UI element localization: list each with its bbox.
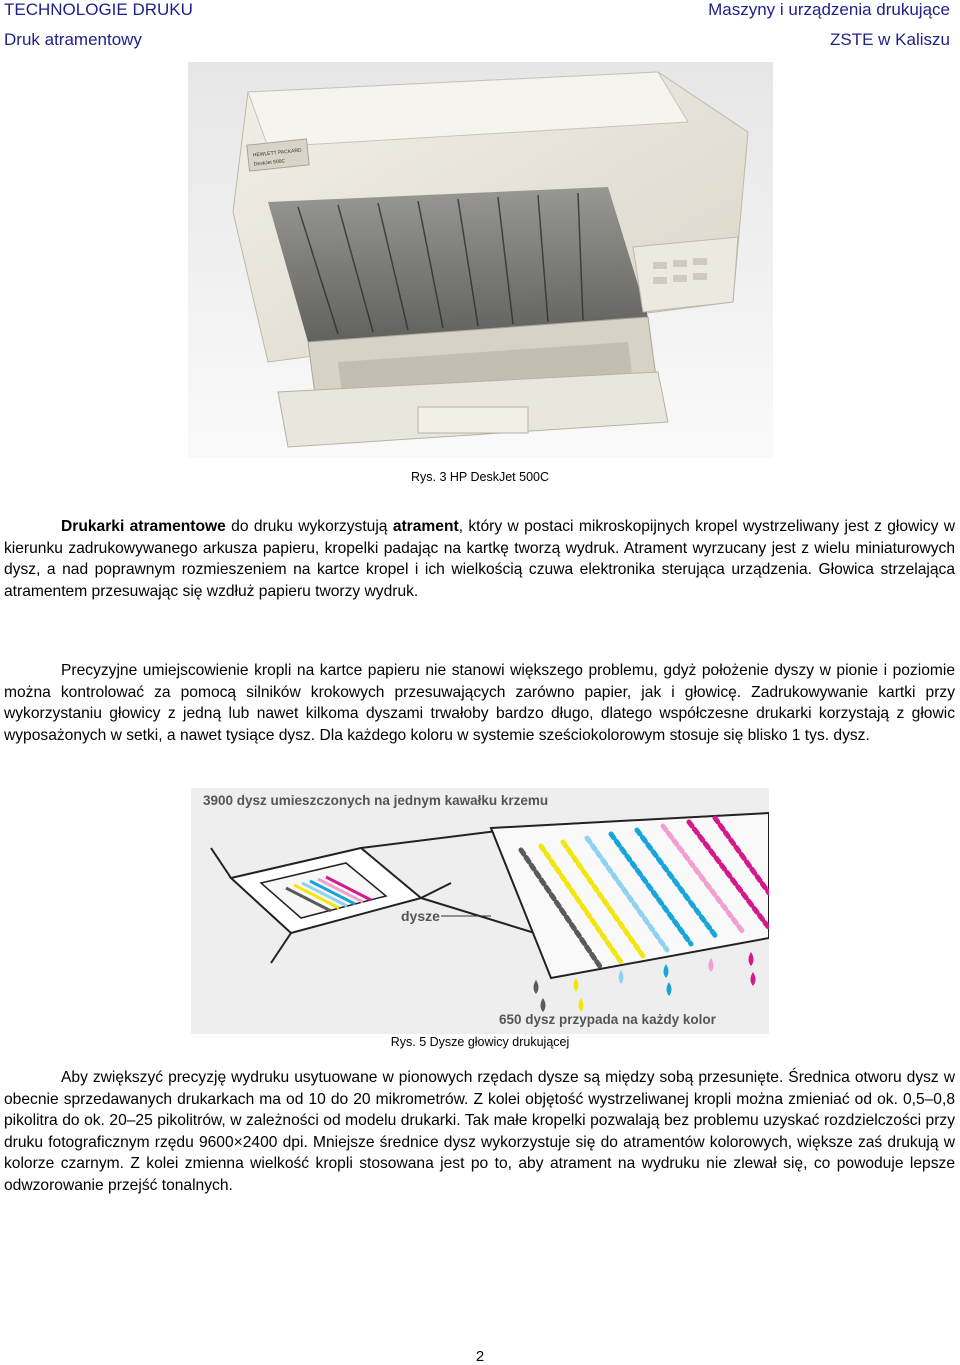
paragraph-1-text-b: , który w postaci mikroskopijnych kropel wystrzeliwany jest z głowicy w kierunku zadrukowywanego arkusza papieru, kropelki padając na kartkę tworzą wydruk. Atrament wyrzucany jest z wielu miniaturowych dysz, a nad poprawnym rozmieszeniem na kartce kropel i ich wielkością czuwa elektronika sterująca urządzenia. Głowica strzelająca atramentem przesuwając się wzdłuż papieru tworzy wydruk. [4,518,955,600]
bold-term-printers: Drukarki atramentowe [61,518,226,535]
nozzle-diagram [191,788,769,1034]
header-left-subtitle: Druk atramentowy [4,30,142,49]
figure1-caption: Rys. 3 HP DeskJet 500C [410,470,550,484]
printer-brand-label: HEWLETT PACKARD [252,147,302,159]
paragraph-1 [4,516,955,602]
paragraph-1-text-a: do druku wykorzystują [225,518,393,535]
figure2-caption: Rys. 5 Dysze głowicy drukującej [390,1035,570,1049]
paragraph-2: Precyzyjne umiejscowienie kropli na kartce papieru nie stanowi większego problemu, gdyż położenie dyszy w pionie i poziomie można kontrolować za pomocą silników krokowych przesuwających zarówno papier, jak i głowicę. Zadrukowywanie kartki przy wykorzystaniu głowicy z jedną lub nawet kilkoma dyszami trwałoby bardzo długo, dlatego współczesne drukarki korzystają z głowic wyposażonych w setki, a nawet tysiące dysz. Dla każdego koloru w systemie sześciokolorowym stosuje się blisko 1 tys. dysz. [4,662,955,744]
printer-model-label: DeskJet 500C [253,158,286,168]
diagram-nozzles-label: dysze [401,908,440,924]
diagram-bottom-label: 650 dysz przypada na każdy kolor [499,1012,716,1027]
header-left-title: TECHNOLOGIE DRUKU [4,0,193,19]
printer-photo [188,62,773,458]
page-number: 2 [475,1348,485,1365]
paragraph-3: Aby zwiększyć precyzję wydruku usytuowane w pionowych rzędach dysze są między sobą przesunięte. Średnica otworu dysz w obecnie sprzedawanych drukarkach ma od 10 do 20 mikrometrów. Z kolei objętość wystrzeliwanej kropli można zmieniać od ok. 0,5–0,8 pikolitra do ok. 20–25 pikolitrów, w zależności od modelu drukarki. Tak małe kropelki pozwalają bez problemu uzyskać rozdzielczości przy druku fotograficznym rzędu 9600×2400 dpi. Mniejsze średnice dysz wykorzystuje się do atramentów kolorowych, większe zaś drukują w kolorze czarnym. Z kolei zmienna wielkość kropli stosowana jest po to, aby atrament na wydruku nie zlewał się, co powoduje lepsze odwzorowanie przejść tonalnych. [4,1069,955,1194]
header-right-title: Maszyny i urządzenia drukujące [708,0,950,19]
bold-term-ink: atrament [392,518,459,535]
header-right-subtitle: ZSTE w Kaliszu [830,30,950,49]
diagram-top-label: 3900 dysz umieszczonych na jednym kawałku krzemu [203,793,549,808]
